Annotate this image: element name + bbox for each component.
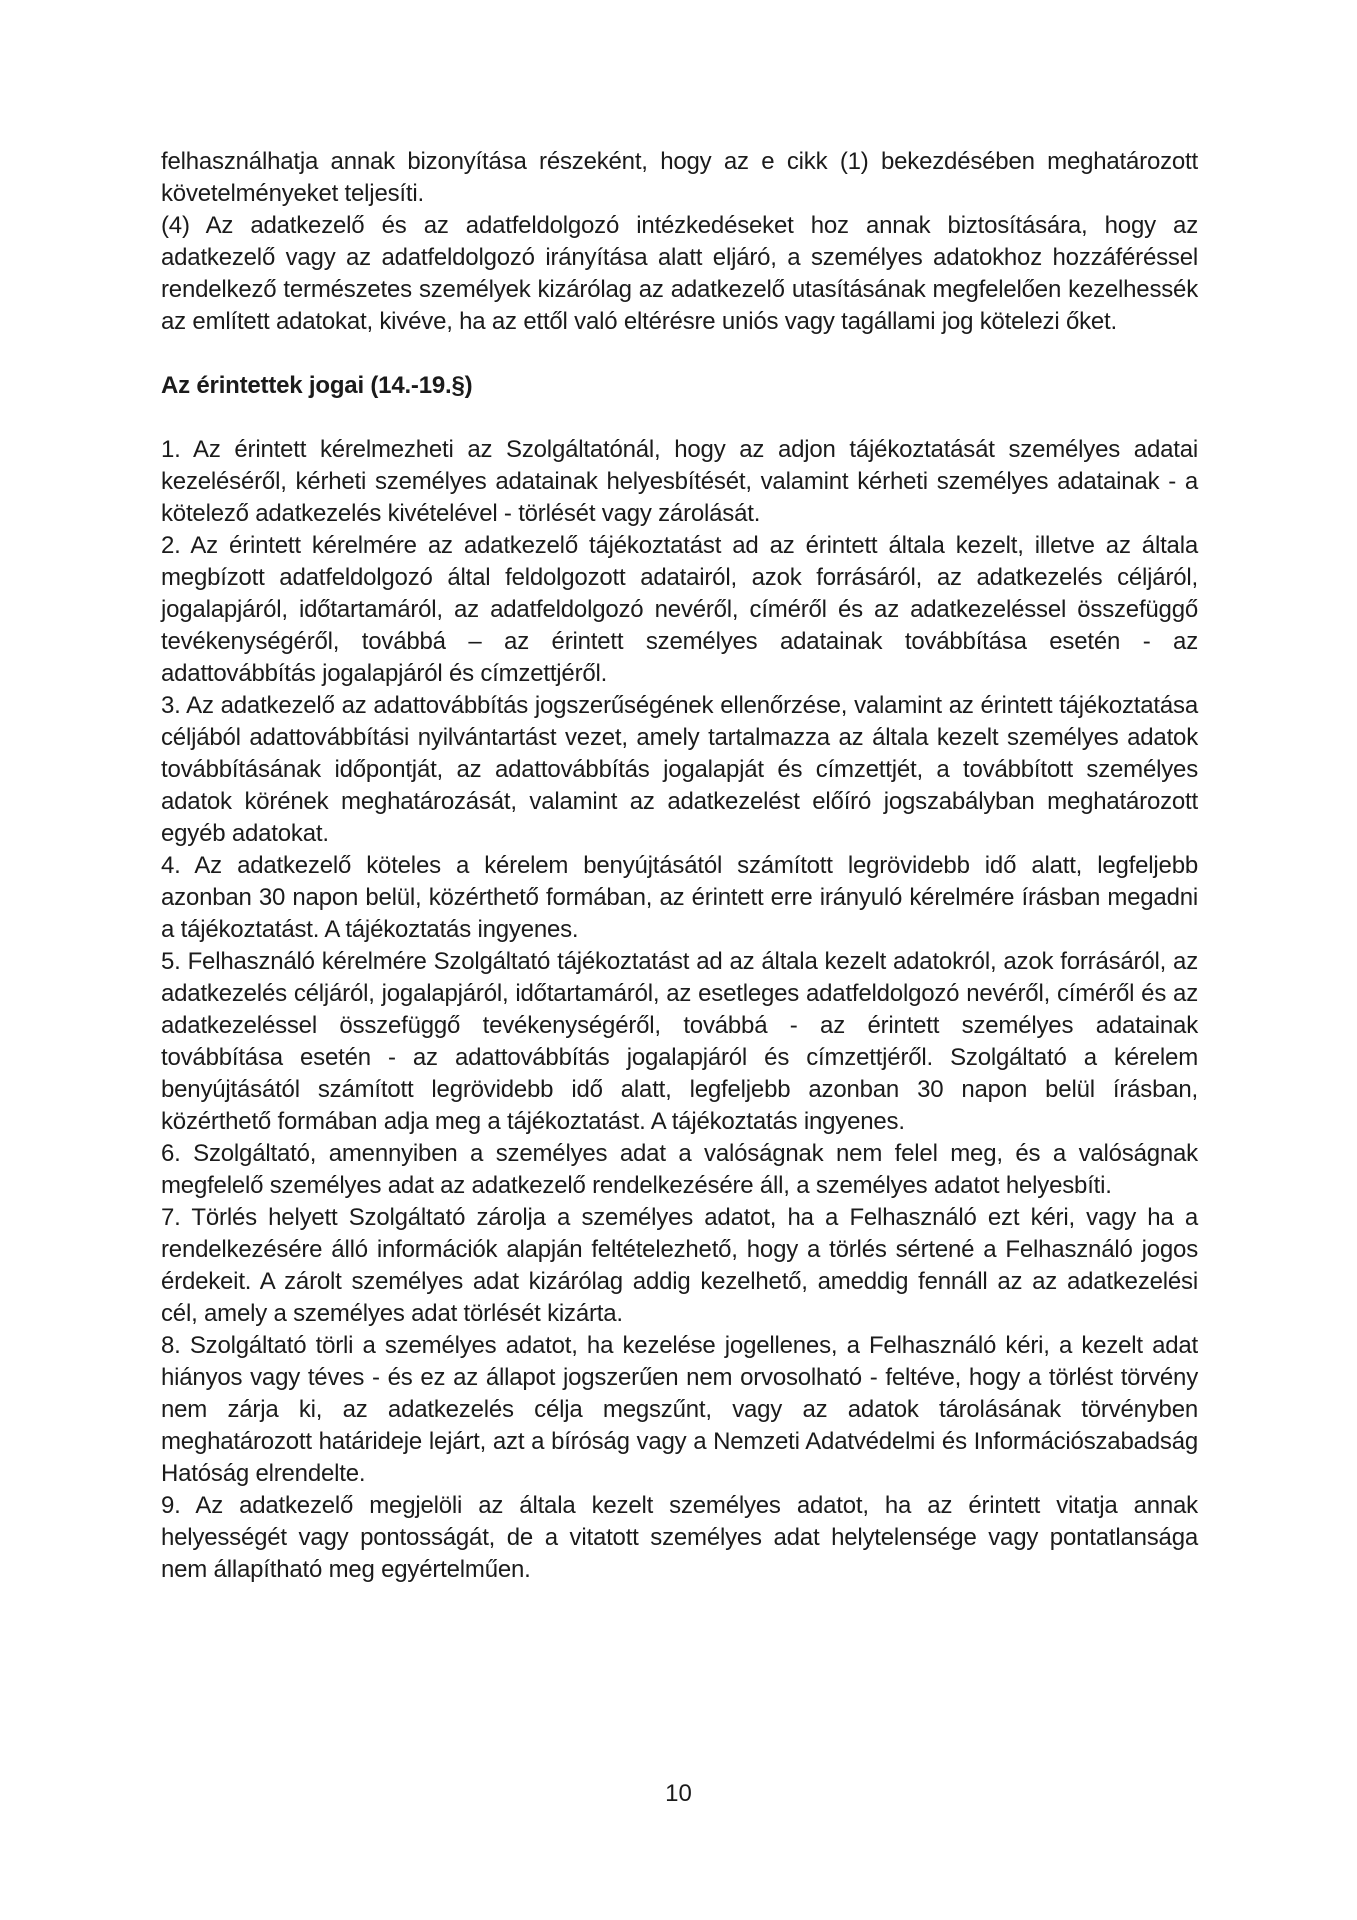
paragraph-clause-4: (4) Az adatkezelő és az adatfeldolgozó intézkedéseket hoz annak biztosítására, hogy az adatkezelő vagy az adatfeldolgozó irányítása alatt eljáró, a személyes adatokhoz hozzáféréssel rendelkező természetes személyek kizárólag az adatkezelő utasításának megfelelően kezelhessék az említett adatokat, kivéve, ha az ettől való eltérésre uniós vagy tagállami jog kötelezi őket.: [161, 212, 1198, 335]
point-9: 9. Az adatkezelő megjelöli az általa kezelt személyes adatot, ha az érintett vitatja annak helyességét vagy pontosságát, de a vitatott személyes adat helytelensége vagy pontatlansága nem állapítható meg egyértelműen.: [161, 1492, 1198, 1583]
section-heading: Az érintettek jogai (14.-19.§): [161, 372, 473, 399]
point-4: 4. Az adatkezelő köteles a kérelem benyújtásától számított legrövidebb idő alatt, legfeljebb azonban 30 napon belül, közérthető formában, az érintett erre irányuló kérelmére írásban megadni a tájékoztatást. A tájékoztatás ingyenes.: [161, 852, 1198, 943]
paragraph-continuation: felhasználhatja annak bizonyítása részeként, hogy az e cikk (1) bekezdésében meghatározott követelményeket teljesíti.: [161, 148, 1198, 207]
point-5: 5. Felhasználó kérelmére Szolgáltató tájékoztatást ad az általa kezelt adatokról, azok forrásáról, az adatkezelés céljáról, jogalapjáról, időtartamáról, az esetleges adatfeldolgozó nevéről, címéről és az adatkezeléssel összefüggő tevékenységéről, továbbá - az érintett személyes adatainak továbbítása esetén - az adattovábbítás jogalapjáról és címzettjéről. Szolgáltató a kérelem benyújtásától számított legrövidebb idő alatt, legfeljebb azonban 30 napon belül írásban, közérthető formában adja meg a tájékoztatást. A tájékoztatás ingyenes.: [161, 948, 1198, 1135]
page-content: [161, 146, 1198, 1586]
point-2: 2. Az érintett kérelmére az adatkezelő tájékoztatást ad az érintett általa kezelt, illetve az általa megbízott adatfeldolgozó által feldolgozott adatairól, azok forrásáról, az adatkezelés céljáról, jogalapjáról, időtartamáról, az adatfeldolgozó nevéről, címéről és az adatkezeléssel összefüggő tevékenységéről, továbbá – az érintett személyes adatainak továbbítása esetén - az adattovábbítás jogalapjáról és címzettjéről.: [161, 532, 1198, 687]
point-1: 1. Az érintett kérelmezheti az Szolgáltatónál, hogy az adjon tájékoztatását személyes adatai kezeléséről, kérheti személyes adatainak helyesbítését, valamint kérheti személyes adatainak - a kötelező adatkezelés kivételével - törlését vagy zárolását.: [161, 436, 1198, 527]
point-6: 6. Szolgáltató, amennyiben a személyes adat a valóságnak nem felel meg, és a valóságnak megfelelő személyes adat az adatkezelő rendelkezésére áll, a személyes adatot helyesbíti.: [161, 1140, 1198, 1199]
page-number: 10: [665, 1780, 692, 1807]
point-8: 8. Szolgáltató törli a személyes adatot, ha kezelése jogellenes, a Felhasználó kéri, a kezelt adat hiányos vagy téves - és ez az állapot jogszerűen nem orvosolható - feltéve, hogy a törlést törvény nem zárja ki, az adatkezelés célja megszűnt, vagy az adatok tárolásának törvényben meghatározott határideje lejárt, azt a bíróság vagy a Nemzeti Adatvédelmi és Információszabadság Hatóság elrendelte.: [161, 1332, 1198, 1487]
point-3: 3. Az adatkezelő az adattovábbítás jogszerűségének ellenőrzése, valamint az érintett tájékoztatása céljából adattovábbítási nyilvántartást vezet, amely tartalmazza az általa kezelt személyes adatok továbbításának időpontját, az adattovábbítás jogalapját és címzettjét, a továbbított személyes adatok körének meghatározását, valamint az adatkezelést előíró jogszabályban meghatározott egyéb adatokat.: [161, 692, 1198, 847]
point-7: 7. Törlés helyett Szolgáltató zárolja a személyes adatot, ha a Felhasználó ezt kéri, vagy ha a rendelkezésére álló információk alapján feltételezhető, hogy a törlés sértené a Felhasználó jogos érdekeit. A zárolt személyes adat kizárólag addig kezelhető, ameddig fennáll az az adatkezelési cél, amely a személyes adat törlését kizárta.: [161, 1204, 1198, 1327]
